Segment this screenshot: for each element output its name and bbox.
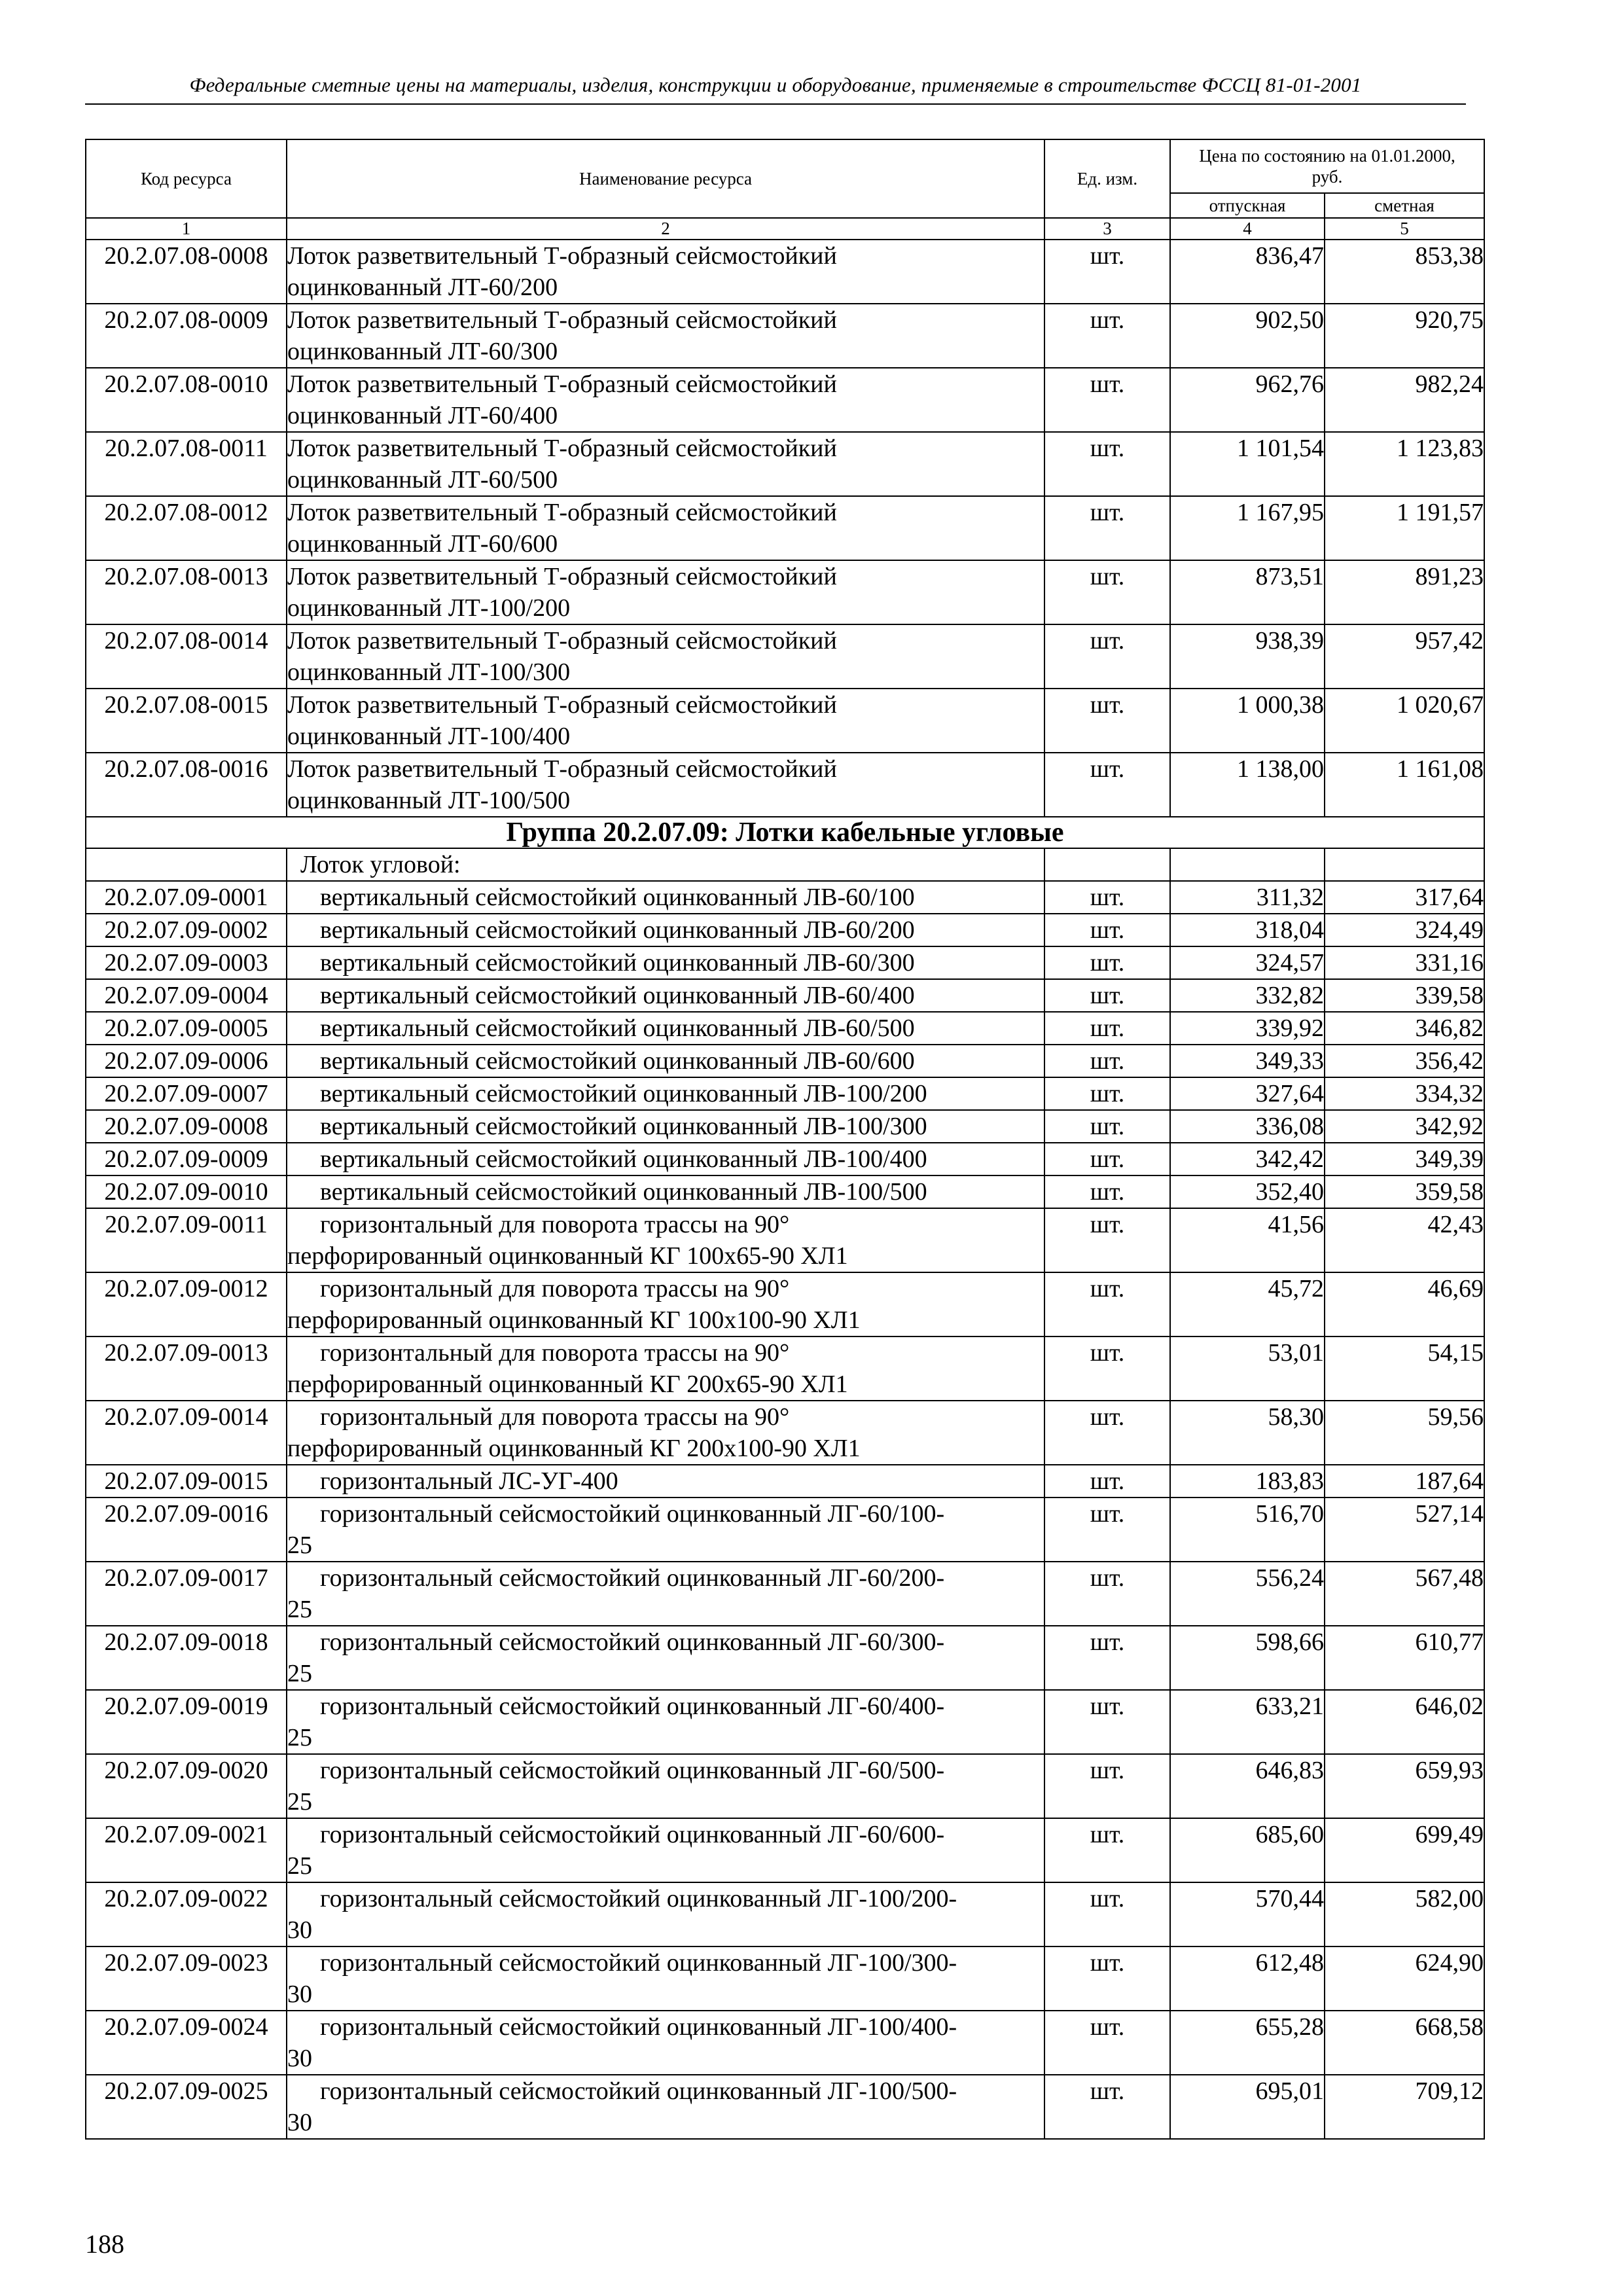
unit: шт. [1044,1045,1170,1077]
unit: шт. [1044,753,1170,817]
price-estimate: 46,69 [1325,1272,1484,1336]
resource-code: 20.2.07.09-0007 [86,1077,287,1110]
resource-code: 20.2.07.09-0011 [86,1208,287,1272]
table-row [86,1690,1484,1754]
unit: шт. [1044,240,1170,304]
price-estimate: 1 020,67 [1325,689,1484,753]
table-row [86,1882,1484,1946]
price-estimate: 187,64 [1325,1465,1484,1498]
resource-name-line: Лоток разветвительный Т-образный сейсмостойкий [287,370,837,398]
unit: шт. [1044,914,1170,946]
table-row [86,1498,1484,1562]
resource-name-line: оцинкованный ЛТ-100/400 [287,723,571,750]
resource-name [287,1175,1044,1208]
resource-name-line: горизонтальный сейсмостойкий оцинкованный ЛГ-60/100- [320,1500,945,1528]
table-row [86,1626,1484,1690]
resource-name-line: перфорированный оцинкованный КГ 100х65-90 ХЛ1 [287,1242,848,1270]
resource-code: 20.2.07.09-0004 [86,979,287,1012]
table-row [86,1045,1484,1077]
price-estimate: 359,58 [1325,1175,1484,1208]
resource-name-text: вертикальный сейсмостойкий оцинкованный ЛВ-100/500 [320,1178,927,1206]
resource-code: 20.2.07.09-0020 [86,1754,287,1818]
resource-name [287,979,1044,1012]
resource-name-line: Лоток разветвительный Т-образный сейсмостойкий [287,627,837,655]
resource-name [287,496,1044,560]
price-estimate: 659,93 [1325,1754,1484,1818]
col-header-unit: Ед. изм. [1044,139,1170,218]
resource-name-line: 25 [287,1660,312,1687]
price-release: 318,04 [1170,914,1325,946]
table-cell [1325,848,1484,881]
resource-name [287,914,1044,946]
price-release: 1 167,95 [1170,496,1325,560]
price-estimate: 624,90 [1325,1946,1484,2011]
resource-name-text: вертикальный сейсмостойкий оцинкованный ЛВ-100/400 [320,1145,927,1173]
resource-code: 20.2.07.09-0003 [86,946,287,979]
resource-code: 20.2.07.09-0010 [86,1175,287,1208]
resource-name-line: горизонтальный сейсмостойкий оцинкованный ЛГ-60/300- [320,1628,945,1656]
price-estimate: 346,82 [1325,1012,1484,1045]
resource-code: 20.2.07.09-0013 [86,1336,287,1401]
price-estimate: 339,58 [1325,979,1484,1012]
resource-name-text: вертикальный сейсмостойкий оцинкованный ЛВ-60/300 [320,949,915,977]
resource-code: 20.2.07.08-0015 [86,689,287,753]
unit: шт. [1044,1143,1170,1175]
resource-code: 20.2.07.09-0006 [86,1045,287,1077]
price-release: 646,83 [1170,1754,1325,1818]
table-row [86,304,1484,368]
resource-code: 20.2.07.09-0017 [86,1562,287,1626]
price-estimate: 957,42 [1325,624,1484,689]
price-release: 633,21 [1170,1690,1325,1754]
price-estimate: 891,23 [1325,560,1484,624]
table-row [86,1401,1484,1465]
resource-name-line: Лоток разветвительный Т-образный сейсмостойкий [287,499,837,526]
subheading-text: Лоток угловой: [287,848,1044,881]
col-header-price-release: отпускная [1170,193,1325,218]
resource-code: 20.2.07.08-0009 [86,304,287,368]
resource-name-line: Лоток разветвительный Т-образный сейсмостойкий [287,306,837,334]
price-release: 311,32 [1170,881,1325,914]
resource-name [287,1401,1044,1465]
unit: шт. [1044,946,1170,979]
resource-name-line: горизонтальный сейсмостойкий оцинкованный ЛГ-100/400- [320,2013,957,2041]
resource-code: 20.2.07.09-0018 [86,1626,287,1690]
resource-name-line: 30 [287,1916,312,1944]
resource-name-text: вертикальный сейсмостойкий оцинкованный ЛВ-60/400 [320,982,915,1009]
price-release: 342,42 [1170,1143,1325,1175]
resource-name-line: горизонтальный сейсмостойкий оцинкованный ЛГ-60/200- [320,1564,945,1592]
unit: шт. [1044,1562,1170,1626]
unit: шт. [1044,1626,1170,1690]
table-row [86,1143,1484,1175]
price-release: 352,40 [1170,1175,1325,1208]
table-row [86,2011,1484,2075]
resource-name-text: горизонтальный ЛС-УГ-400 [320,1467,618,1495]
col-number: 4 [1170,218,1325,240]
running-header: Федеральные сметные цены на материалы, изделия, конструкции и оборудование, применяемые в строительстве ФССЦ 81-01-2001 [189,73,1362,96]
resource-name [287,624,1044,689]
price-table [85,139,1485,2140]
price-estimate: 668,58 [1325,2011,1484,2075]
resource-name-line: Лоток разветвительный Т-образный сейсмостойкий [287,755,837,783]
subheading-row [86,848,1484,881]
unit: шт. [1044,1754,1170,1818]
price-release: 332,82 [1170,979,1325,1012]
price-estimate: 920,75 [1325,304,1484,368]
price-release: 41,56 [1170,1208,1325,1272]
resource-name [287,1143,1044,1175]
unit: шт. [1044,368,1170,432]
resource-name [287,2075,1044,2139]
price-release: 570,44 [1170,1882,1325,1946]
price-estimate: 1 161,08 [1325,753,1484,817]
price-estimate: 646,02 [1325,1690,1484,1754]
price-release: 324,57 [1170,946,1325,979]
table-row [86,560,1484,624]
table-row [86,1946,1484,2011]
table-row [86,496,1484,560]
unit: шт. [1044,1110,1170,1143]
resource-name [287,560,1044,624]
resource-code: 20.2.07.08-0012 [86,496,287,560]
table-row [86,1562,1484,1626]
table-row [86,979,1484,1012]
unit: шт. [1044,2011,1170,2075]
resource-name [287,304,1044,368]
unit: шт. [1044,1012,1170,1045]
table-cell [1044,848,1170,881]
unit: шт. [1044,1401,1170,1465]
resource-name-line: 25 [287,1596,312,1623]
resource-name [287,1208,1044,1272]
price-release: 349,33 [1170,1045,1325,1077]
price-release: 58,30 [1170,1401,1325,1465]
resource-name-line: оцинкованный ЛТ-60/600 [287,530,558,558]
col-number: 1 [86,218,287,240]
table-header-row [86,139,1484,193]
resource-name [287,753,1044,817]
resource-name-line: горизонтальный для поворота трассы на 90° [320,1339,790,1367]
table-row [86,1272,1484,1336]
price-release: 556,24 [1170,1562,1325,1626]
resource-name [287,1336,1044,1401]
col-number: 3 [1044,218,1170,240]
price-release: 1 101,54 [1170,432,1325,496]
resource-name [287,946,1044,979]
unit: шт. [1044,1818,1170,1882]
resource-name-line: горизонтальный сейсмостойкий оцинкованный ЛГ-100/200- [320,1885,957,1912]
resource-name-line: 30 [287,2109,312,2136]
resource-name-line: оцинкованный ЛТ-60/300 [287,338,558,365]
resource-code: 20.2.07.09-0002 [86,914,287,946]
col-header-price: Цена по состоянию на 01.01.2000, руб. [1170,139,1484,193]
resource-name [287,1690,1044,1754]
price-release: 336,08 [1170,1110,1325,1143]
unit: шт. [1044,689,1170,753]
resource-code: 20.2.07.09-0023 [86,1946,287,2011]
table-row [86,368,1484,432]
price-estimate: 1 191,57 [1325,496,1484,560]
price-estimate: 567,48 [1325,1562,1484,1626]
price-release: 598,66 [1170,1626,1325,1690]
resource-name [287,1272,1044,1336]
price-release: 327,64 [1170,1077,1325,1110]
resource-name [287,1626,1044,1690]
table-row [86,1818,1484,1882]
table-row [86,1754,1484,1818]
price-release: 836,47 [1170,240,1325,304]
price-estimate: 317,64 [1325,881,1484,914]
price-estimate: 582,00 [1325,1882,1484,1946]
resource-name [287,1562,1044,1626]
resource-name-text: вертикальный сейсмостойкий оцинкованный ЛВ-60/200 [320,916,915,944]
resource-name [287,1012,1044,1045]
table-row [86,2075,1484,2139]
price-estimate: 709,12 [1325,2075,1484,2139]
table-row [86,914,1484,946]
price-release: 902,50 [1170,304,1325,368]
price-estimate: 54,15 [1325,1336,1484,1401]
resource-name-line: горизонтальный сейсмостойкий оцинкованный ЛГ-60/400- [320,1693,945,1720]
resource-name-line: перфорированный оцинкованный КГ 100х100-90 ХЛ1 [287,1306,861,1334]
unit: шт. [1044,432,1170,496]
resource-name [287,881,1044,914]
resource-code: 20.2.07.09-0021 [86,1818,287,1882]
resource-name-line: горизонтальный для поворота трассы на 90° [320,1275,790,1302]
col-header-name: Наименование ресурса [287,139,1044,218]
resource-name-line: оцинкованный ЛТ-100/500 [287,787,571,814]
price-estimate: 527,14 [1325,1498,1484,1562]
price-release: 516,70 [1170,1498,1325,1562]
resource-name [287,368,1044,432]
unit: шт. [1044,2075,1170,2139]
col-header-price-estimate: сметная [1325,193,1484,218]
resource-name-line: горизонтальный сейсмостойкий оцинкованный ЛГ-100/300- [320,1949,957,1977]
unit: шт. [1044,1208,1170,1272]
resource-code: 20.2.07.09-0024 [86,2011,287,2075]
unit: шт. [1044,1498,1170,1562]
price-release: 339,92 [1170,1012,1325,1045]
resource-name-line: оцинкованный ЛТ-60/500 [287,466,558,493]
table-row [86,1465,1484,1498]
resource-code: 20.2.07.08-0008 [86,240,287,304]
col-header-code: Код ресурса [86,139,287,218]
unit: шт. [1044,881,1170,914]
resource-name [287,1110,1044,1143]
resource-name [287,1465,1044,1498]
price-estimate: 349,39 [1325,1143,1484,1175]
resource-code: 20.2.07.09-0016 [86,1498,287,1562]
resource-name-line: 25 [287,1724,312,1751]
table-row [86,881,1484,914]
price-release: 655,28 [1170,2011,1325,2075]
resource-code: 20.2.07.08-0010 [86,368,287,432]
unit: шт. [1044,1465,1170,1498]
resource-code: 20.2.07.08-0014 [86,624,287,689]
table-cell [1170,848,1325,881]
group-heading-row [86,817,1484,848]
resource-code: 20.2.07.08-0011 [86,432,287,496]
resource-name-line: 25 [287,1852,312,1880]
price-estimate: 331,16 [1325,946,1484,979]
table-row [86,432,1484,496]
resource-name-line: горизонтальный сейсмостойкий оцинкованный ЛГ-100/500- [320,2077,957,2105]
unit: шт. [1044,1690,1170,1754]
resource-code: 20.2.07.09-0009 [86,1143,287,1175]
resource-name-line: Лоток разветвительный Т-образный сейсмостойкий [287,242,837,270]
resource-name [287,1077,1044,1110]
resource-name-line: 25 [287,1788,312,1816]
unit: шт. [1044,1272,1170,1336]
resource-name [287,1818,1044,1882]
resource-code: 20.2.07.08-0016 [86,753,287,817]
resource-code: 20.2.07.09-0025 [86,2075,287,2139]
resource-name-line: горизонтальный сейсмостойкий оцинкованный ЛГ-60/600- [320,1821,945,1848]
unit: шт. [1044,1175,1170,1208]
unit: шт. [1044,496,1170,560]
price-release: 53,01 [1170,1336,1325,1401]
price-estimate: 853,38 [1325,240,1484,304]
resource-name-text: вертикальный сейсмостойкий оцинкованный ЛВ-100/200 [320,1080,927,1107]
resource-name-line: оцинкованный ЛТ-100/200 [287,594,571,622]
resource-code: 20.2.07.09-0001 [86,881,287,914]
resource-name [287,1754,1044,1818]
resource-code: 20.2.07.09-0022 [86,1882,287,1946]
resource-name [287,1946,1044,2011]
price-release: 873,51 [1170,560,1325,624]
unit: шт. [1044,979,1170,1012]
price-estimate: 699,49 [1325,1818,1484,1882]
resource-name-line: оцинкованный ЛТ-60/400 [287,402,558,429]
resource-name-line: горизонтальный сейсмостойкий оцинкованный ЛГ-60/500- [320,1757,945,1784]
table-row [86,1077,1484,1110]
table-row [86,240,1484,304]
resource-name-line: Лоток разветвительный Т-образный сейсмостойкий [287,691,837,719]
table-row [86,1208,1484,1272]
resource-name-line: Лоток разветвительный Т-образный сейсмостойкий [287,563,837,590]
price-estimate: 334,32 [1325,1077,1484,1110]
table-row [86,1012,1484,1045]
price-release: 45,72 [1170,1272,1325,1336]
column-number-row [86,218,1484,240]
price-release: 612,48 [1170,1946,1325,2011]
table-row [86,1110,1484,1143]
resource-code: 20.2.07.09-0012 [86,1272,287,1336]
resource-name-line: 30 [287,2045,312,2072]
resource-code: 20.2.07.09-0005 [86,1012,287,1045]
resource-name-line: перфорированный оцинкованный КГ 200х65-90 ХЛ1 [287,1371,848,1398]
table-cell [86,848,287,881]
price-release: 1 000,38 [1170,689,1325,753]
table-row [86,689,1484,753]
price-release: 695,01 [1170,2075,1325,2139]
table-row [86,753,1484,817]
resource-name-text: вертикальный сейсмостойкий оцинкованный ЛВ-100/300 [320,1113,927,1140]
price-estimate: 59,56 [1325,1401,1484,1465]
price-estimate: 42,43 [1325,1208,1484,1272]
price-estimate: 610,77 [1325,1626,1484,1690]
resource-name-line: 30 [287,1981,312,2008]
price-estimate: 342,92 [1325,1110,1484,1143]
table-row [86,1336,1484,1401]
unit: шт. [1044,1882,1170,1946]
price-release: 685,60 [1170,1818,1325,1882]
price-estimate: 1 123,83 [1325,432,1484,496]
price-estimate: 324,49 [1325,914,1484,946]
unit: шт. [1044,304,1170,368]
price-estimate: 356,42 [1325,1045,1484,1077]
price-release: 183,83 [1170,1465,1325,1498]
table-row [86,624,1484,689]
resource-code: 20.2.07.09-0019 [86,1690,287,1754]
unit: шт. [1044,624,1170,689]
header-rule [85,103,1466,105]
price-estimate: 982,24 [1325,368,1484,432]
price-release: 938,39 [1170,624,1325,689]
price-release: 962,76 [1170,368,1325,432]
resource-name [287,240,1044,304]
resource-code: 20.2.07.09-0008 [86,1110,287,1143]
col-number: 5 [1325,218,1484,240]
resource-code: 20.2.07.09-0014 [86,1401,287,1465]
table-row [86,1175,1484,1208]
page-number: 188 [85,2229,124,2259]
resource-name-line: оцинкованный ЛТ-100/300 [287,658,571,686]
resource-name [287,1045,1044,1077]
resource-name [287,1882,1044,1946]
resource-name-line: оцинкованный ЛТ-60/200 [287,274,558,301]
resource-code: 20.2.07.08-0013 [86,560,287,624]
table-row [86,946,1484,979]
resource-name-line: перфорированный оцинкованный КГ 200х100-90 ХЛ1 [287,1435,861,1462]
resource-name-line: 25 [287,1532,312,1559]
resource-name-text: вертикальный сейсмостойкий оцинкованный ЛВ-60/100 [320,884,915,911]
unit: шт. [1044,1077,1170,1110]
resource-name [287,689,1044,753]
price-release: 1 138,00 [1170,753,1325,817]
resource-name-text: вертикальный сейсмостойкий оцинкованный ЛВ-60/600 [320,1047,915,1075]
resource-name-line: горизонтальный для поворота трассы на 90° [320,1403,790,1431]
unit: шт. [1044,1336,1170,1401]
resource-code: 20.2.07.09-0015 [86,1465,287,1498]
resource-name-line: горизонтальный для поворота трассы на 90° [320,1211,790,1238]
group-title: Группа 20.2.07.09: Лотки кабельные угловые [86,817,1484,848]
resource-name [287,432,1044,496]
col-number: 2 [287,218,1044,240]
resource-name [287,2011,1044,2075]
resource-name-text: вертикальный сейсмостойкий оцинкованный ЛВ-60/500 [320,1014,915,1042]
resource-name-line: Лоток разветвительный Т-образный сейсмостойкий [287,435,837,462]
unit: шт. [1044,560,1170,624]
unit: шт. [1044,1946,1170,2011]
resource-name [287,1498,1044,1562]
